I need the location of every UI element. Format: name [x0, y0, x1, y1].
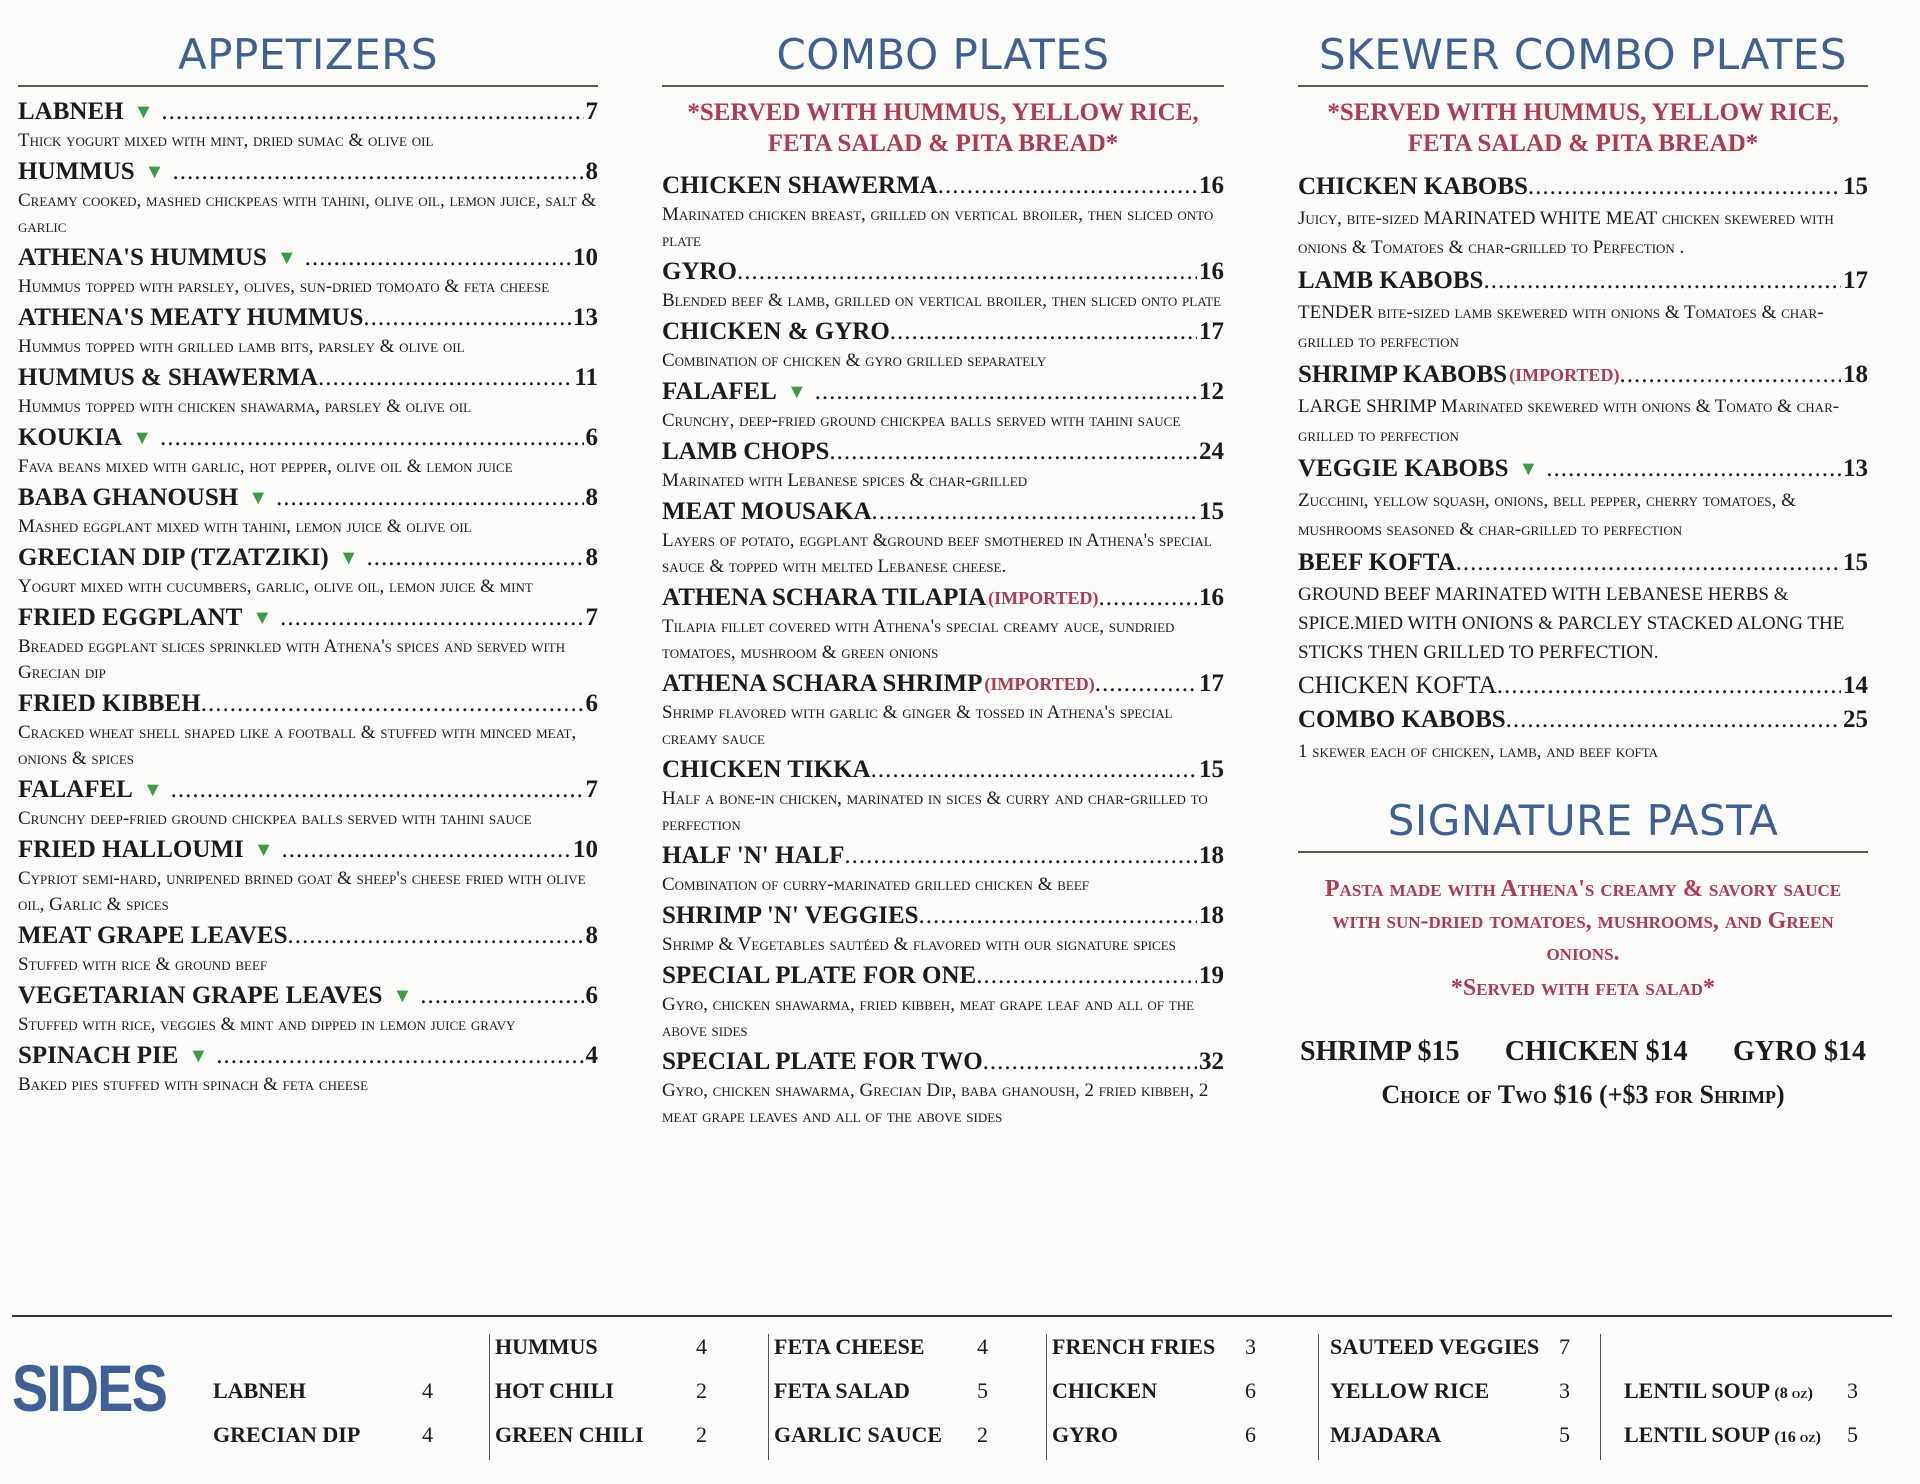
dot-leader: [280, 603, 583, 633]
menu-item: [1298, 359, 1868, 450]
dot-leader: [363, 303, 571, 333]
vegetarian-icon: ▼: [1518, 458, 1539, 480]
menu-item: [18, 835, 598, 918]
imported-tag: (IMPORTED): [988, 588, 1099, 608]
menu-item-description: Stuffed with rice & ground beef: [18, 954, 268, 975]
appetizers-section: [18, 30, 598, 1101]
side-item: LENTIL SOUP (8 oz) 3: [1624, 1378, 1858, 1403]
vegetarian-icon: ▼: [338, 547, 359, 569]
menu-item-line: [18, 97, 598, 127]
menu-item-description: Yogurt mixed with cucumbers, garlic, olive oil, lemon juice & mint: [18, 576, 533, 597]
menu-item-description: 1 skewer each of chicken, lamb, and beef kofta: [1298, 741, 1659, 762]
dot-leader: [282, 835, 571, 865]
menu-item: [662, 377, 1224, 434]
menu-item: [662, 669, 1224, 752]
menu-item-description: Shrimp & Vegetables sautéed & flavored with our signature spices: [662, 934, 1176, 955]
combo-served-note: *SERVED WITH HUMMUS, YELLOW RICE, FETA SALAD & PITA BREAD*: [687, 99, 1199, 157]
combo-plates-title: COMBO PLATES: [776, 30, 1110, 79]
menu-item: [18, 921, 598, 978]
menu-item-line: [18, 921, 598, 951]
side-item: GYRO 6: [1052, 1422, 1256, 1447]
menu-item-price: 10: [573, 244, 598, 271]
menu-item-line: [662, 1047, 1224, 1077]
vegetarian-icon: ▼: [252, 607, 273, 629]
menu-item-price: 17: [1199, 318, 1224, 345]
skewer-combo-section: [1298, 30, 1868, 1110]
menu-item-price: 7: [585, 604, 598, 631]
menu-item-line: [18, 981, 598, 1011]
menu-item: [18, 1041, 598, 1098]
menu-item-line: [18, 835, 598, 865]
menu-item: [1298, 171, 1868, 262]
menu-item-name: COMBO KABOBS: [1298, 706, 1506, 733]
menu-item-price: 8: [585, 544, 598, 571]
menu-item-name: CHICKEN & GYRO: [662, 318, 890, 345]
dot-leader: [872, 497, 1198, 527]
menu-item-price: 8: [585, 922, 598, 949]
menu-item-price: 7: [585, 776, 598, 803]
menu-item-line: [1298, 704, 1868, 736]
menu-item-price: 24: [1199, 438, 1224, 465]
menu-item-name: CHICKEN SHAWERMA: [662, 172, 938, 199]
menu-item-description: Cypriot semi-hard, unripened brined goat & sheep's cheese fried with olive oil, Garlic & spices: [18, 868, 586, 915]
vegetarian-icon: ▼: [786, 381, 807, 403]
menu-item-line: [18, 243, 598, 273]
menu-item-price: 13: [1843, 455, 1868, 482]
sides-col-divider: [489, 1334, 490, 1460]
menu-item-description: Stuffed with rice, veggies & mint and dipped in lemon juice gravy: [18, 1014, 516, 1035]
side-item: GARLIC SAUCE 2: [774, 1422, 988, 1447]
pasta-prices: [1298, 1036, 1868, 1068]
dot-leader: [938, 171, 1197, 201]
menu-item: [18, 243, 598, 300]
dot-leader: [201, 689, 584, 719]
menu-item-description: Creamy cooked, mashed chickpeas with tahini, olive oil, lemon juice, salt & garlic: [18, 190, 597, 237]
pasta-price-shrimp: SHRIMP $15: [1300, 1036, 1460, 1067]
menu-item-description: Blended beef & lamb, grilled on vertical broiler, then sliced onto plate: [662, 290, 1222, 311]
menu-item-price: 17: [1843, 267, 1868, 294]
side-item: YELLOW RICE 3: [1330, 1378, 1570, 1403]
menu-item-name: SPECIAL PLATE FOR ONE: [662, 962, 977, 989]
menu-item-price: 17: [1199, 670, 1224, 697]
menu-item-price: 8: [585, 158, 598, 185]
menu-item-line: [1298, 453, 1868, 485]
menu-item: [662, 901, 1224, 958]
dot-leader: [737, 257, 1197, 287]
menu-item-name: ATHENA'S MEATY HUMMUS: [18, 304, 364, 331]
side-item: LENTIL SOUP (16 oz) 5: [1624, 1422, 1858, 1447]
menu-item-price: 15: [1843, 173, 1868, 200]
menu-item: [1298, 704, 1868, 766]
signature-pasta-title: SIGNATURE PASTA: [1387, 796, 1779, 845]
menu-item-line: [18, 603, 598, 633]
vegetarian-icon: ▼: [132, 427, 152, 449]
menu-item-description: LARGE SHRIMP Marinated skewered with onions & Tomato & char-grilled to perfection: [1298, 396, 1840, 446]
pasta-served-note: *Served with feta salad*: [1450, 975, 1716, 1001]
menu-item-line: [662, 257, 1224, 287]
menu-item-name: GYRO: [662, 258, 737, 285]
menu-item-description: Fava beans mixed with garlic, hot pepper, olive oil & lemon juice: [18, 456, 513, 477]
menu-item-price: 15: [1843, 549, 1868, 576]
menu-item-line: [662, 669, 1224, 699]
menu-item-name: SPINACH PIE: [18, 1042, 179, 1069]
dot-leader: [976, 961, 1197, 991]
pasta-description: Pasta made with Athena's creamy & savory sauce with sun-dried tomatoes, mushrooms, and Green onions.: [1324, 876, 1842, 966]
dot-leader: [983, 1047, 1197, 1077]
menu-item-name: FRIED HALLOUMI: [18, 836, 244, 863]
menu-item-line: [18, 157, 598, 187]
menu-item: [1298, 265, 1868, 356]
skewer-served-note: *SERVED WITH HUMMUS, YELLOW RICE, FETA SALAD & PITA BREAD*: [1327, 99, 1839, 157]
menu-item-line: [662, 961, 1224, 991]
skewer-combo-divider: [1298, 85, 1868, 87]
menu-item: [18, 363, 598, 420]
menu-item-line: [1298, 670, 1868, 702]
sides-divider: [12, 1315, 1892, 1317]
menu-item-price: 16: [1199, 584, 1224, 611]
menu-item-name: CHICKEN KABOBS: [1298, 173, 1528, 200]
menu-item-name: CHICKEN KOFTA: [1298, 672, 1497, 699]
menu-item-price: 12: [1199, 378, 1224, 405]
menu-item-description: Cracked wheat shell shaped like a football & stuffed with minced meat, onions & spices: [18, 722, 577, 769]
side-item: MJADARA 5: [1330, 1422, 1570, 1447]
vegetarian-icon: ▼: [248, 487, 268, 509]
menu-item-line: [662, 901, 1224, 931]
menu-item-description: Marinated with Lebanese spices & char-grilled: [662, 470, 1028, 491]
menu-item-line: [18, 363, 598, 393]
menu-item-name: HUMMUS: [18, 158, 135, 185]
menu-item: [18, 157, 598, 240]
imported-tag: (IMPORTED): [984, 674, 1095, 694]
menu-item: [18, 97, 598, 154]
menu-item: [18, 303, 598, 360]
menu-item-line: [662, 437, 1224, 467]
side-item: LABNEH 4: [213, 1378, 433, 1403]
menu-item: [662, 437, 1224, 494]
menu-item-name: HALF 'N' HALF: [662, 842, 845, 869]
menu-item-description: Juicy, bite-sized MARINATED WHITE MEAT chicken skewered with onions & Tomatoes & char-grilled to Perfection .: [1298, 208, 1834, 258]
dot-leader: [1528, 171, 1841, 203]
side-item: FETA CHEESE 4: [774, 1334, 988, 1359]
pasta-choice-of-two: Choice of Two $16 (+$3 for Shrimp): [1381, 1080, 1785, 1109]
menu-item-line: [662, 841, 1224, 871]
menu-item-description: Crunchy, deep-fried ground chickpea balls served with tahini sauce: [662, 410, 1181, 431]
vegetarian-icon: ▼: [276, 247, 297, 269]
dot-leader: [420, 981, 583, 1011]
side-item: FETA SALAD 5: [774, 1378, 988, 1403]
vegetarian-icon: ▼: [144, 161, 165, 183]
menu-item-description: Thick yogurt mixed with mint, dried sumac & olive oil: [18, 130, 434, 151]
menu-item-description: Gyro, chicken shawarma, Grecian Dip, baba ghanoush, 2 fried kibbeh, 2 meat grape leaves and all of the above sides: [662, 1080, 1209, 1127]
menu-item-description: TENDER bite-sized lamb skewered with onions & Tomatoes & char-grilled to perfection: [1298, 302, 1824, 352]
menu-item-description: Layers of potato, eggplant &ground beef smothered in Athena's special sauce & topped with melted Lebanese cheese.: [662, 530, 1212, 577]
menu-item-line: [18, 423, 598, 453]
menu-item-line: [1298, 359, 1868, 391]
menu-item-name: CHICKEN TIKKA: [662, 756, 871, 783]
menu-item-price: 18: [1199, 902, 1224, 929]
vegetarian-icon: ▼: [133, 101, 154, 123]
menu-item: [1298, 547, 1868, 667]
menu-item-name: VEGGIE KABOBS: [1298, 455, 1509, 482]
menu-item-line: [662, 317, 1224, 347]
menu-item-price: 16: [1199, 172, 1224, 199]
vegetarian-icon: ▼: [392, 985, 413, 1007]
menu-item-name: BABA GHANOUSH: [18, 484, 239, 511]
menu-item-description: Mashed eggplant mixed with tahini, lemon juice & olive oil: [18, 516, 472, 537]
side-item: FRENCH FRIES 3: [1052, 1334, 1256, 1359]
menu-item-price: 6: [585, 690, 598, 717]
dot-leader: [815, 377, 1197, 407]
menu-item-price: 19: [1199, 962, 1224, 989]
menu-item-description: Hummus topped with grilled lamb bits, parsley & olive oil: [18, 336, 465, 357]
menu-item: [662, 961, 1224, 1044]
dot-leader: [1546, 453, 1841, 485]
menu-item-price: 15: [1199, 756, 1224, 783]
menu-item-name: HUMMUS & SHAWERMA: [18, 364, 318, 391]
menu-item-price: 13: [573, 304, 598, 331]
menu-item-price: 18: [1199, 842, 1224, 869]
vegetarian-icon: ▼: [142, 779, 163, 801]
menu-item: [1298, 453, 1868, 544]
menu-item-name: MEAT GRAPE LEAVES: [18, 922, 288, 949]
menu-item-line: [1298, 171, 1868, 203]
menu-item-price: 4: [585, 1042, 598, 1069]
side-item: HUMMUS 4: [495, 1334, 707, 1359]
dot-leader: [216, 1041, 583, 1071]
menu-item-name: FRIED KIBBEH: [18, 690, 201, 717]
sides-title: SIDES: [12, 1351, 167, 1425]
pasta-divider: [1298, 851, 1868, 853]
side-item: SAUTEED VEGGIES 7: [1330, 1334, 1570, 1359]
menu-item-line: [18, 303, 598, 333]
menu-item-description: Gyro, chicken shawarma, fried kibbeh, meat grape leaf and all of the above sides: [662, 994, 1195, 1041]
menu-item-price: 6: [585, 424, 598, 451]
side-item: CHICKEN 6: [1052, 1378, 1256, 1403]
dot-leader: [161, 97, 583, 127]
side-item: HOT CHILI 2: [495, 1378, 707, 1403]
vegetarian-icon: ▼: [188, 1045, 209, 1067]
menu-item-name: ATHENA'S HUMMUS: [18, 244, 267, 271]
vegetarian-icon: ▼: [253, 839, 274, 861]
menu-item-line: [18, 775, 598, 805]
menu-item-description: Shrimp flavored with garlic & ginger & tossed in Athena's special creamy sauce: [662, 702, 1173, 749]
menu-item-price: 11: [574, 364, 598, 391]
menu-item-description: GROUND BEEF MARINATED WITH LEBANESE HERBS & SPICE.MIED WITH ONIONS & PARCLEY STACKED ALONG THE STICKS THEN GRILLED TO PERFECTION.: [1298, 584, 1845, 663]
dot-leader: [305, 243, 571, 273]
menu-item-price: 6: [585, 982, 598, 1009]
pasta-price-gyro: GYRO $14: [1732, 1036, 1866, 1067]
sides-col-divider: [1046, 1334, 1047, 1460]
menu-item: [662, 317, 1224, 374]
menu-item-description: Hummus topped with parsley, olives, sun-dried tomoato & feta cheese: [18, 276, 550, 297]
menu-item-name: LABNEH: [18, 98, 124, 125]
menu-item: [662, 583, 1224, 666]
menu-item: [18, 981, 598, 1038]
imported-tag: (IMPORTED): [1509, 365, 1620, 385]
menu-item-price: 25: [1843, 706, 1868, 733]
menu-item-name: SHRIMP 'N' VEGGIES: [662, 902, 919, 929]
combo-plates-divider: [662, 85, 1224, 87]
appetizers-list: [18, 97, 598, 1098]
menu-item: [18, 423, 598, 480]
menu-item-description: Crunchy deep-fried ground chickpea balls served with tahini sauce: [18, 808, 532, 829]
skewer-combo-title: SKEWER COMBO PLATES: [1319, 30, 1847, 79]
menu-item-name: LAMB CHOPS: [662, 438, 830, 465]
dot-leader: [844, 841, 1197, 871]
menu-item-line: [662, 377, 1224, 407]
dot-leader: [1619, 359, 1841, 391]
menu-item-description: Hummus topped with chicken shawarma, parsley & olive oil: [18, 396, 472, 417]
menu-item-line: [1298, 265, 1868, 297]
menu-item-line: [1298, 547, 1868, 579]
menu-item: [662, 1047, 1224, 1130]
dot-leader: [919, 901, 1197, 931]
menu-item-price: 10: [573, 836, 598, 863]
menu-item-name: LAMB KABOBS: [1298, 267, 1484, 294]
menu-item-description: Zucchini, yellow squash, onions, bell pepper, cherry tomatoes, & mushrooms seasoned & char-grilled to perfection: [1298, 490, 1796, 540]
menu-item: [18, 543, 598, 600]
menu-item: [18, 483, 598, 540]
menu-item-name: KOUKIA: [18, 424, 123, 451]
menu-item-name: BEEF KOFTA: [1298, 549, 1456, 576]
dot-leader: [829, 437, 1197, 467]
skewer-combo-list: [1298, 171, 1868, 766]
menu-item-name: GRECIAN DIP (TZATZIKI): [18, 544, 329, 571]
dot-leader: [1456, 547, 1841, 579]
menu-item-description: Tilapia fillet covered with Athena's special creamy auce, sundried tomatoes, mushroom & green onions: [662, 616, 1175, 663]
dot-leader: [160, 423, 584, 453]
dot-leader: [276, 483, 584, 513]
menu-item: [662, 171, 1224, 254]
menu-item: [18, 689, 598, 772]
menu-item-price: 32: [1199, 1048, 1224, 1075]
menu-item-line: [662, 755, 1224, 785]
menu-item-price: 8: [585, 484, 598, 511]
menu-item-price: 16: [1199, 258, 1224, 285]
dot-leader: [1095, 669, 1197, 699]
menu-item-name: FALAFEL: [18, 776, 133, 803]
menu-item-name: FALAFEL: [662, 378, 777, 405]
menu-item: [1298, 670, 1868, 702]
menu-item-name: ATHENA SCHARA SHRIMP: [662, 670, 983, 697]
menu-item-price: 18: [1843, 361, 1868, 388]
pasta-price-chicken: CHICKEN $14: [1504, 1036, 1688, 1067]
menu-item-line: [662, 497, 1224, 527]
sides-col-divider: [1600, 1334, 1601, 1460]
dot-leader: [871, 755, 1197, 785]
menu-item-price: 14: [1843, 672, 1868, 699]
dot-leader: [1099, 583, 1197, 613]
menu-item: [662, 755, 1224, 838]
dot-leader: [890, 317, 1197, 347]
dot-leader: [171, 775, 584, 805]
dot-leader: [172, 157, 583, 187]
dot-leader: [367, 543, 584, 573]
sides-col-divider: [768, 1334, 769, 1460]
menu-item-description: Breaded eggplant slices sprinkled with Athena's spices and served with Grecian dip: [18, 636, 566, 683]
menu-item: [662, 257, 1224, 314]
dot-leader: [288, 921, 584, 951]
appetizers-title: APPETIZERS: [177, 30, 439, 79]
menu-item-name: MEAT MOUSAKA: [662, 498, 872, 525]
side-item: GREEN CHILI 2: [495, 1422, 707, 1447]
menu-item-name: SPECIAL PLATE FOR TWO: [662, 1048, 983, 1075]
menu-item-description: Half a bone-in chicken, marinated in sices & curry and char-grilled to perfection: [662, 788, 1208, 835]
combo-plates-list: [662, 171, 1224, 1130]
menu-item-line: [18, 543, 598, 573]
menu-item-line: [18, 689, 598, 719]
dot-leader: [318, 363, 572, 393]
menu-item: [662, 841, 1224, 898]
menu-item-line: [18, 1041, 598, 1071]
appetizers-divider: [18, 85, 598, 87]
menu-item-description: Combination of chicken & gyro grilled separately: [662, 350, 1047, 371]
side-item: GRECIAN DIP 4: [213, 1422, 433, 1447]
combo-plates-section: [662, 30, 1224, 1133]
menu-item-description: Marinated chicken breast, grilled on vertical broiler, then sliced onto plate: [662, 204, 1214, 251]
dot-leader: [1483, 265, 1841, 297]
menu-item-line: [662, 171, 1224, 201]
menu-item: [18, 775, 598, 832]
dot-leader: [1506, 704, 1841, 736]
menu-item-description: Combination of curry-marinated grilled chicken & beef: [662, 874, 1090, 895]
menu-item-name: ATHENA SCHARA TILAPIA: [662, 584, 987, 611]
menu-item-price: 15: [1199, 498, 1224, 525]
menu-item-name: SHRIMP KABOBS: [1298, 361, 1508, 388]
menu-item: [662, 497, 1224, 580]
menu-item-description: Baked pies stuffed with spinach & feta cheese: [18, 1074, 369, 1095]
menu-item-line: [18, 483, 598, 513]
menu-item-line: [662, 583, 1224, 613]
menu-item: [18, 603, 598, 686]
dot-leader: [1497, 670, 1841, 702]
menu-item-name: FRIED EGGPLANT: [18, 604, 243, 631]
menu-item-name: VEGETARIAN GRAPE LEAVES: [18, 982, 383, 1009]
sides-col-divider: [1318, 1334, 1319, 1460]
menu-item-price: 7: [585, 98, 598, 125]
